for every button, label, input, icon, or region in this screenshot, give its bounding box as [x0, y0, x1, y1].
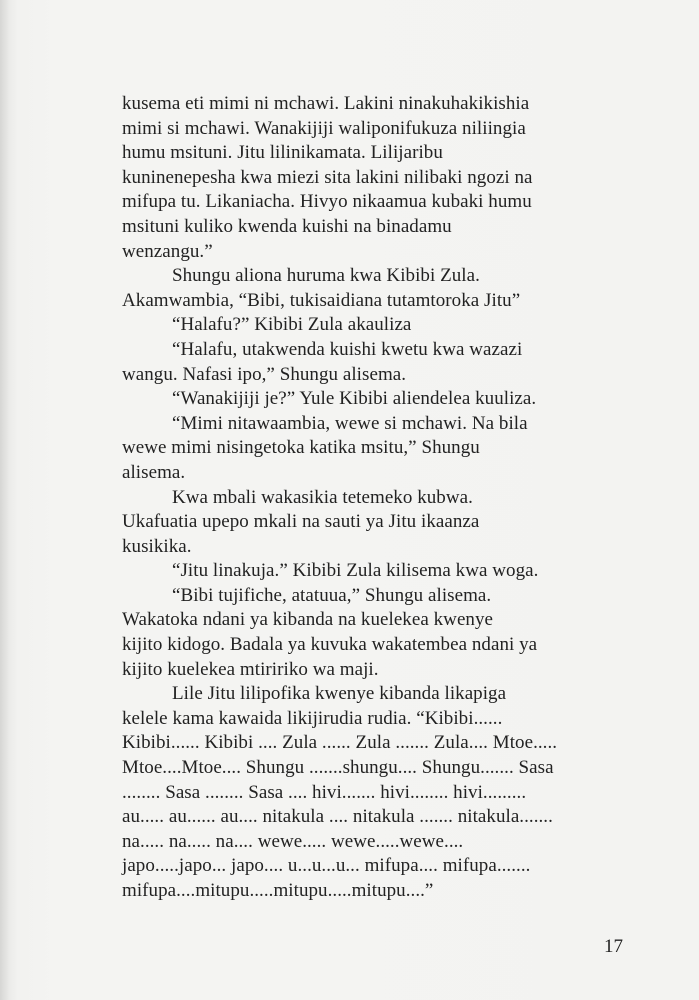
text-line: wewe mimi nisingetoka katika msitu,” Shungu: [122, 437, 480, 459]
text-line: Ukafuatia upepo mkali na sauti ya Jitu ikaanza: [122, 511, 480, 533]
text-line: msituni kuliko kwenda kuishi na binadamu: [122, 215, 452, 237]
text-line: ........ Sasa ........ Sasa .... hivi....... hivi........ hivi.........: [122, 781, 527, 803]
text-line: mifupa....mitupu.....mitupu.....mitupu....”: [122, 880, 434, 901]
text-line: na..... na..... na.... wewe..... wewe.....wewe....: [122, 830, 464, 852]
text-line: Wakatoka ndani ya kibanda na kuelekea kwenye: [122, 609, 494, 631]
text-line: Kwa mbali wakasikia tetemeko kubwa.: [172, 486, 473, 508]
text-line: au..... au...... au.... nitakula .... nitakula ....... nitakula.......: [122, 806, 553, 828]
text-line: kijito kidogo. Badala ya kuvuka wakatembea ndani ya: [122, 634, 538, 656]
body-text: [122, 92, 627, 904]
text-line: humu msituni. Jitu lilinikamata. Lilijaribu: [122, 142, 443, 164]
page-spine-shadow: [0, 0, 10, 1000]
text-line: “Mimi nitawaambia, wewe si mchawi. Na bila: [172, 412, 528, 434]
text-line: kusikika.: [122, 535, 192, 557]
text-line: kusema eti mimi ni mchawi. Lakini ninakuhakikishia: [122, 93, 530, 114]
text-line: Shungu aliona huruma kwa Kibibi Zula.: [172, 265, 480, 287]
text-line: Kibibi...... Kibibi .... Zula ...... Zula ....... Zula.... Mtoe.....: [122, 732, 558, 754]
text-line: “Halafu?” Kibibi Zula akauliza: [172, 314, 412, 336]
text-line: mimi si mchawi. Wanakijiji waliponifukuza niliingia: [122, 117, 526, 139]
text-line: Mtoe....Mtoe.... Shungu .......shungu.... Shungu....... Sasa: [122, 757, 554, 779]
text-line: “Bibi tujifiche, atatuua,” Shungu alisema.: [172, 584, 492, 606]
text-line: wenzangu.”: [122, 240, 213, 262]
text-line: kuninenepesha kwa miezi sita lakini nilibaki ngozi na: [122, 166, 533, 188]
text-line: Lile Jitu lilipofika kwenye kibanda likapiga: [172, 683, 507, 705]
text-line: kelele kama kawaida likijirudia rudia. “Kibibi......: [122, 707, 503, 729]
page-number: 17: [604, 936, 623, 957]
text-line: Akamwambia, “Bibi, tukisaidiana tutamtoroka Jitu”: [122, 289, 521, 311]
text-line: “Wanakijiji je?” Yule Kibibi aliendelea kuuliza.: [172, 388, 537, 410]
text-line: kijito kuelekea mtiririko wa maji.: [122, 658, 379, 680]
text-line: wangu. Nafasi ipo,” Shungu alisema.: [122, 363, 407, 385]
text-line: “Halafu, utakwenda kuishi kwetu kwa wazazi: [172, 338, 523, 360]
text-line: “Jitu linakuja.” Kibibi Zula kilisema kwa woga.: [172, 560, 539, 582]
text-line: alisema.: [122, 461, 186, 483]
text-line: japo.....japo... japo.... u...u...u... mifupa.... mifupa.......: [122, 855, 531, 877]
text-line: mifupa tu. Likaniacha. Hivyo nikaamua kubaki humu: [122, 191, 532, 213]
